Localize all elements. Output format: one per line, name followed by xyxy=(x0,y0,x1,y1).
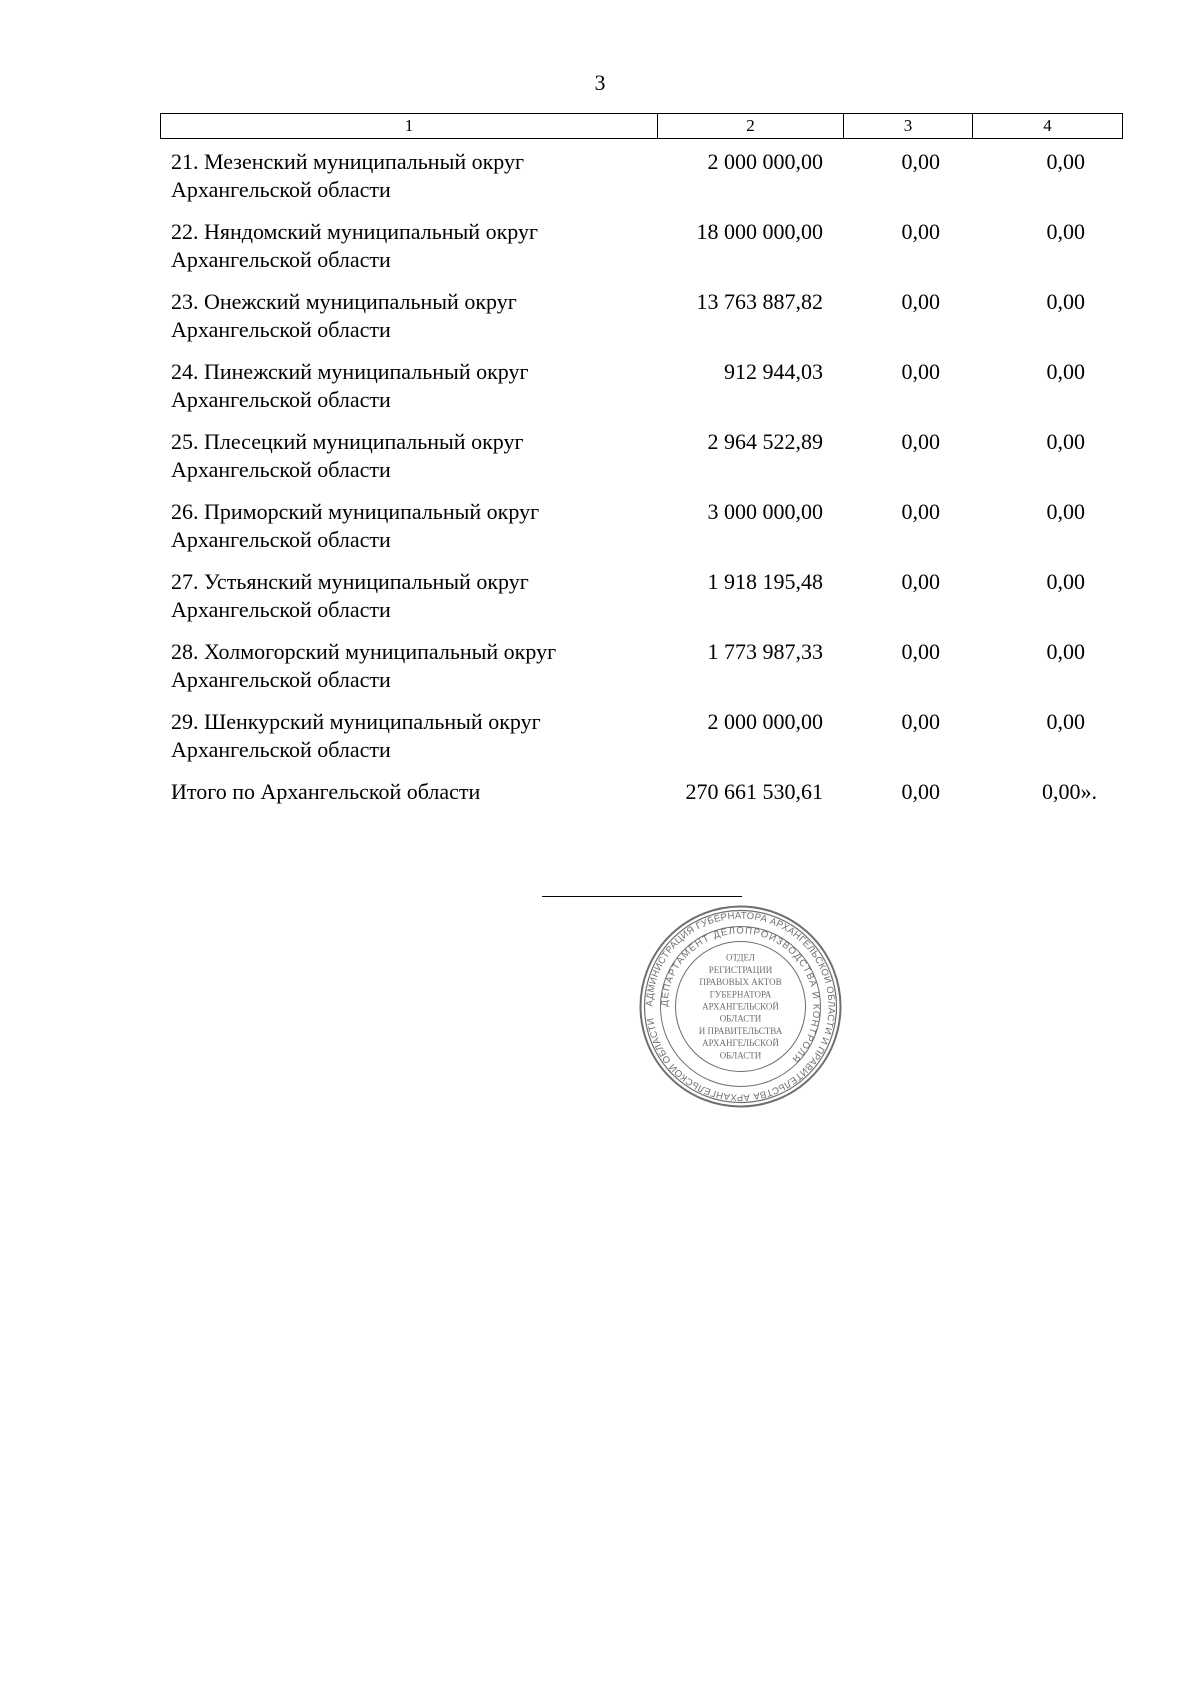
municipality-name-line-2: Архангельской области xyxy=(171,597,391,622)
seal-center-text xyxy=(699,953,783,1061)
municipality-name-line-2: Архангельской области xyxy=(171,247,391,272)
municipality-name-line-1: 21. Мезенский муниципальный округ xyxy=(171,149,525,174)
seal-center-line: И ПРАВИТЕЛЬСТВА xyxy=(698,1025,783,1036)
total-label: Итого по Архангельской области xyxy=(171,779,481,804)
amount-col-4: 0,00 xyxy=(1046,359,1085,384)
municipality-name-line-1: 24. Пинежский муниципальный округ xyxy=(171,359,529,384)
amount-col-2: 2 000 000,00 xyxy=(707,709,823,734)
table-total-row xyxy=(160,778,1123,812)
table-row xyxy=(160,288,1123,358)
total-col-3: 0,00 xyxy=(901,779,940,804)
amount-col-4: 0,00 xyxy=(1046,219,1085,244)
municipality-name-line-2: Архангельской области xyxy=(171,457,391,482)
amount-col-4: 0,00 xyxy=(1046,499,1085,524)
municipality-name-line-1: 29. Шенкурский муниципальный округ xyxy=(171,709,541,734)
municipality-name-line-2: Архангельской области xyxy=(171,387,391,412)
amount-col-4: 0,00 xyxy=(1046,639,1085,664)
amount-col-2: 1 773 987,33 xyxy=(707,639,823,664)
amount-col-3: 0,00 xyxy=(901,149,940,174)
amount-col-2: 2 964 522,89 xyxy=(707,429,823,454)
amount-col-2: 18 000 000,00 xyxy=(696,219,823,244)
amount-col-3: 0,00 xyxy=(901,359,940,384)
table-body xyxy=(160,148,1123,812)
table-row xyxy=(160,498,1123,568)
seal-center-line: ПРАВОВЫХ АКТОВ xyxy=(699,977,782,988)
header-col-3: 3 xyxy=(844,114,973,138)
amount-col-2: 2 000 000,00 xyxy=(707,149,823,174)
amount-col-4: 0,00 xyxy=(1046,149,1085,174)
municipality-name-line-2: Архангельской области xyxy=(171,177,391,202)
municipality-name xyxy=(160,498,657,568)
municipality-name-line-2: Архангельской области xyxy=(171,317,391,342)
official-seal-stamp xyxy=(633,904,848,1109)
municipality-name xyxy=(160,288,657,358)
table-row xyxy=(160,568,1123,638)
seal-outer-text: АДМИНИСТРАЦИЯ ГУБЕРНАТОРА АРХАНГЕЛЬСКОЙ ОБЛАСТИ И ПРАВИТЕЛЬСТВА АРХАНГЕЛЬСКОЙ ОБЛАСТИ xyxy=(644,910,837,1103)
amount-col-2: 912 944,03 xyxy=(724,359,823,384)
seal-center-line: ОТДЕЛ xyxy=(725,952,756,963)
table-row xyxy=(160,358,1123,428)
header-col-2: 2 xyxy=(658,114,844,138)
municipality-name xyxy=(160,708,657,778)
amount-col-3: 0,00 xyxy=(901,429,940,454)
table-row xyxy=(160,428,1123,498)
total-col-4: 0,00». xyxy=(1042,779,1097,804)
table-row xyxy=(160,148,1123,218)
table-row xyxy=(160,708,1123,778)
amount-col-3: 0,00 xyxy=(901,499,940,524)
amount-col-4: 0,00 xyxy=(1046,569,1085,594)
municipality-name-line-2: Архангельской области xyxy=(171,667,391,692)
amount-col-4: 0,00 xyxy=(1046,429,1085,454)
amount-col-3: 0,00 xyxy=(901,709,940,734)
amount-col-4: 0,00 xyxy=(1046,289,1085,314)
table-row xyxy=(160,638,1123,708)
table-header xyxy=(160,113,1123,139)
municipality-name xyxy=(160,428,657,498)
municipality-name-line-1: 25. Плесецкий муниципальный округ xyxy=(171,429,524,454)
municipality-name-line-2: Архангельской области xyxy=(171,737,391,762)
municipality-name-line-1: 22. Няндомский муниципальный округ xyxy=(171,219,538,244)
table-row xyxy=(160,218,1123,288)
amount-col-3: 0,00 xyxy=(901,219,940,244)
amount-col-2: 1 918 195,48 xyxy=(707,569,823,594)
page-number: 3 xyxy=(594,70,606,95)
signature-line xyxy=(542,896,742,897)
seal-middle-text: ДЕПАРТАМЕНТ ДЕЛОПРОИЗВОДСТВА И КОНТРОЛЯ xyxy=(659,925,822,1065)
municipality-name xyxy=(160,218,657,288)
amount-col-3: 0,00 xyxy=(901,569,940,594)
amount-col-2: 3 000 000,00 xyxy=(707,499,823,524)
municipality-name xyxy=(160,358,657,428)
municipality-name xyxy=(160,148,657,218)
amount-col-4: 0,00 xyxy=(1046,709,1085,734)
municipality-name-line-2: Архангельской области xyxy=(171,527,391,552)
seal-graphic xyxy=(633,904,848,1109)
municipality-name xyxy=(160,638,657,708)
seal-center-line: АРХАНГЕЛЬСКОЙ xyxy=(702,1038,779,1049)
amount-col-3: 0,00 xyxy=(901,289,940,314)
amount-col-2: 13 763 887,82 xyxy=(696,289,823,314)
amount-col-3: 0,00 xyxy=(901,639,940,664)
municipality-name-line-1: 27. Устьянский муниципальный округ xyxy=(171,569,529,594)
municipality-name-line-1: 28. Холмогорский муниципальный округ xyxy=(171,639,557,664)
seal-center-line: АРХАНГЕЛЬСКОЙ xyxy=(702,1001,779,1012)
seal-center-line: ГУБЕРНАТОРА xyxy=(709,989,772,1000)
total-col-2: 270 661 530,61 xyxy=(685,779,823,804)
header-col-1: 1 xyxy=(161,114,658,138)
seal-center-line: ОБЛАСТИ xyxy=(719,1013,762,1024)
municipality-name xyxy=(160,568,657,638)
header-col-4: 4 xyxy=(1043,116,1052,135)
municipality-name-line-1: 26. Приморский муниципальный округ xyxy=(171,499,540,524)
municipality-name-line-1: 23. Онежский муниципальный округ xyxy=(171,289,517,314)
seal-center-line: РЕГИСТРАЦИИ xyxy=(708,964,773,975)
seal-center-line: ОБЛАСТИ xyxy=(719,1050,762,1061)
